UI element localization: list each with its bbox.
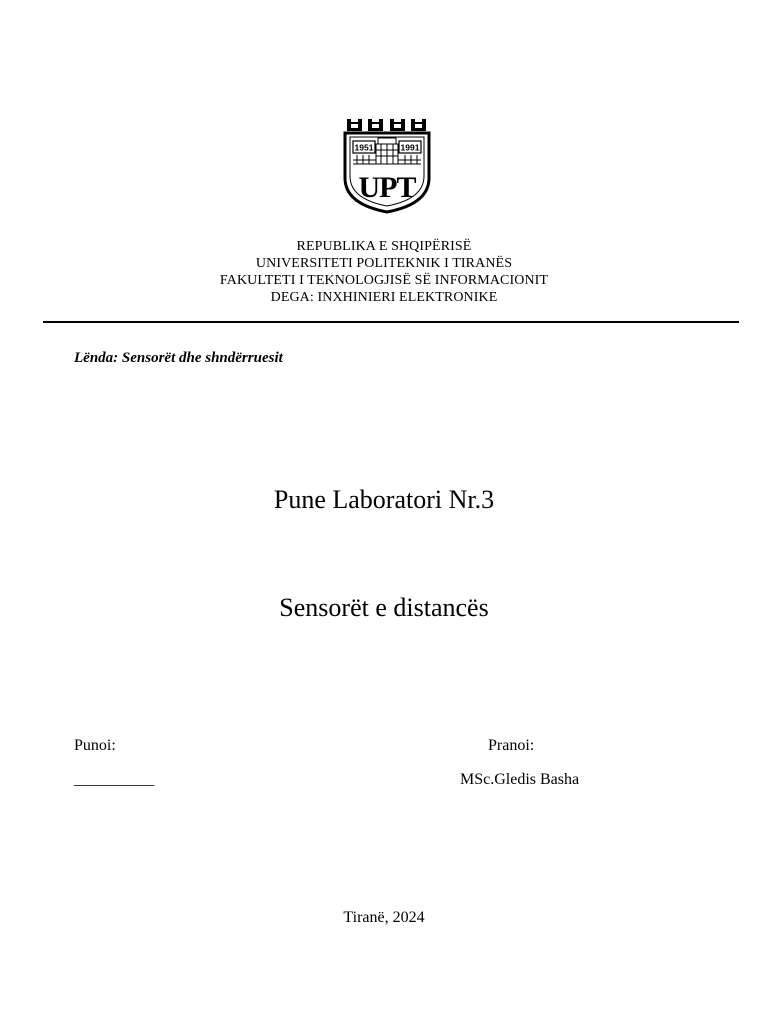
subject-line: Lënda: Sensorët dhe shndërruesit	[74, 350, 283, 366]
logo-year-left: 1951	[354, 142, 374, 153]
header-university: UNIVERSITETI POLITEKNIK I TIRANËS	[255, 256, 513, 271]
university-logo-icon	[341, 116, 433, 214]
place-date: Tiranë, 2024	[343, 909, 425, 926]
punoi-label: Punoi:	[74, 737, 116, 754]
header-department: DEGA: INXHINIERI ELEKTRONIKE	[270, 290, 498, 305]
pranoi-name: MSc.Gledis Basha	[460, 771, 580, 788]
header-faculty: FAKULTETI I TEKNOLOGJISË SË INFORMACIONIT	[219, 273, 549, 288]
lab-title: Pune Laboratori Nr.3	[273, 485, 495, 514]
punoi-signature-line: __________	[74, 771, 154, 788]
topic-title: Sensorët e distancës	[279, 593, 489, 622]
header-divider	[43, 321, 739, 323]
pranoi-label: Pranoi:	[488, 737, 535, 754]
header-country: REPUBLIKA E SHQIPËRISË	[296, 239, 472, 254]
logo-letters: UPT	[358, 171, 416, 204]
logo-year-right: 1991	[400, 142, 420, 153]
